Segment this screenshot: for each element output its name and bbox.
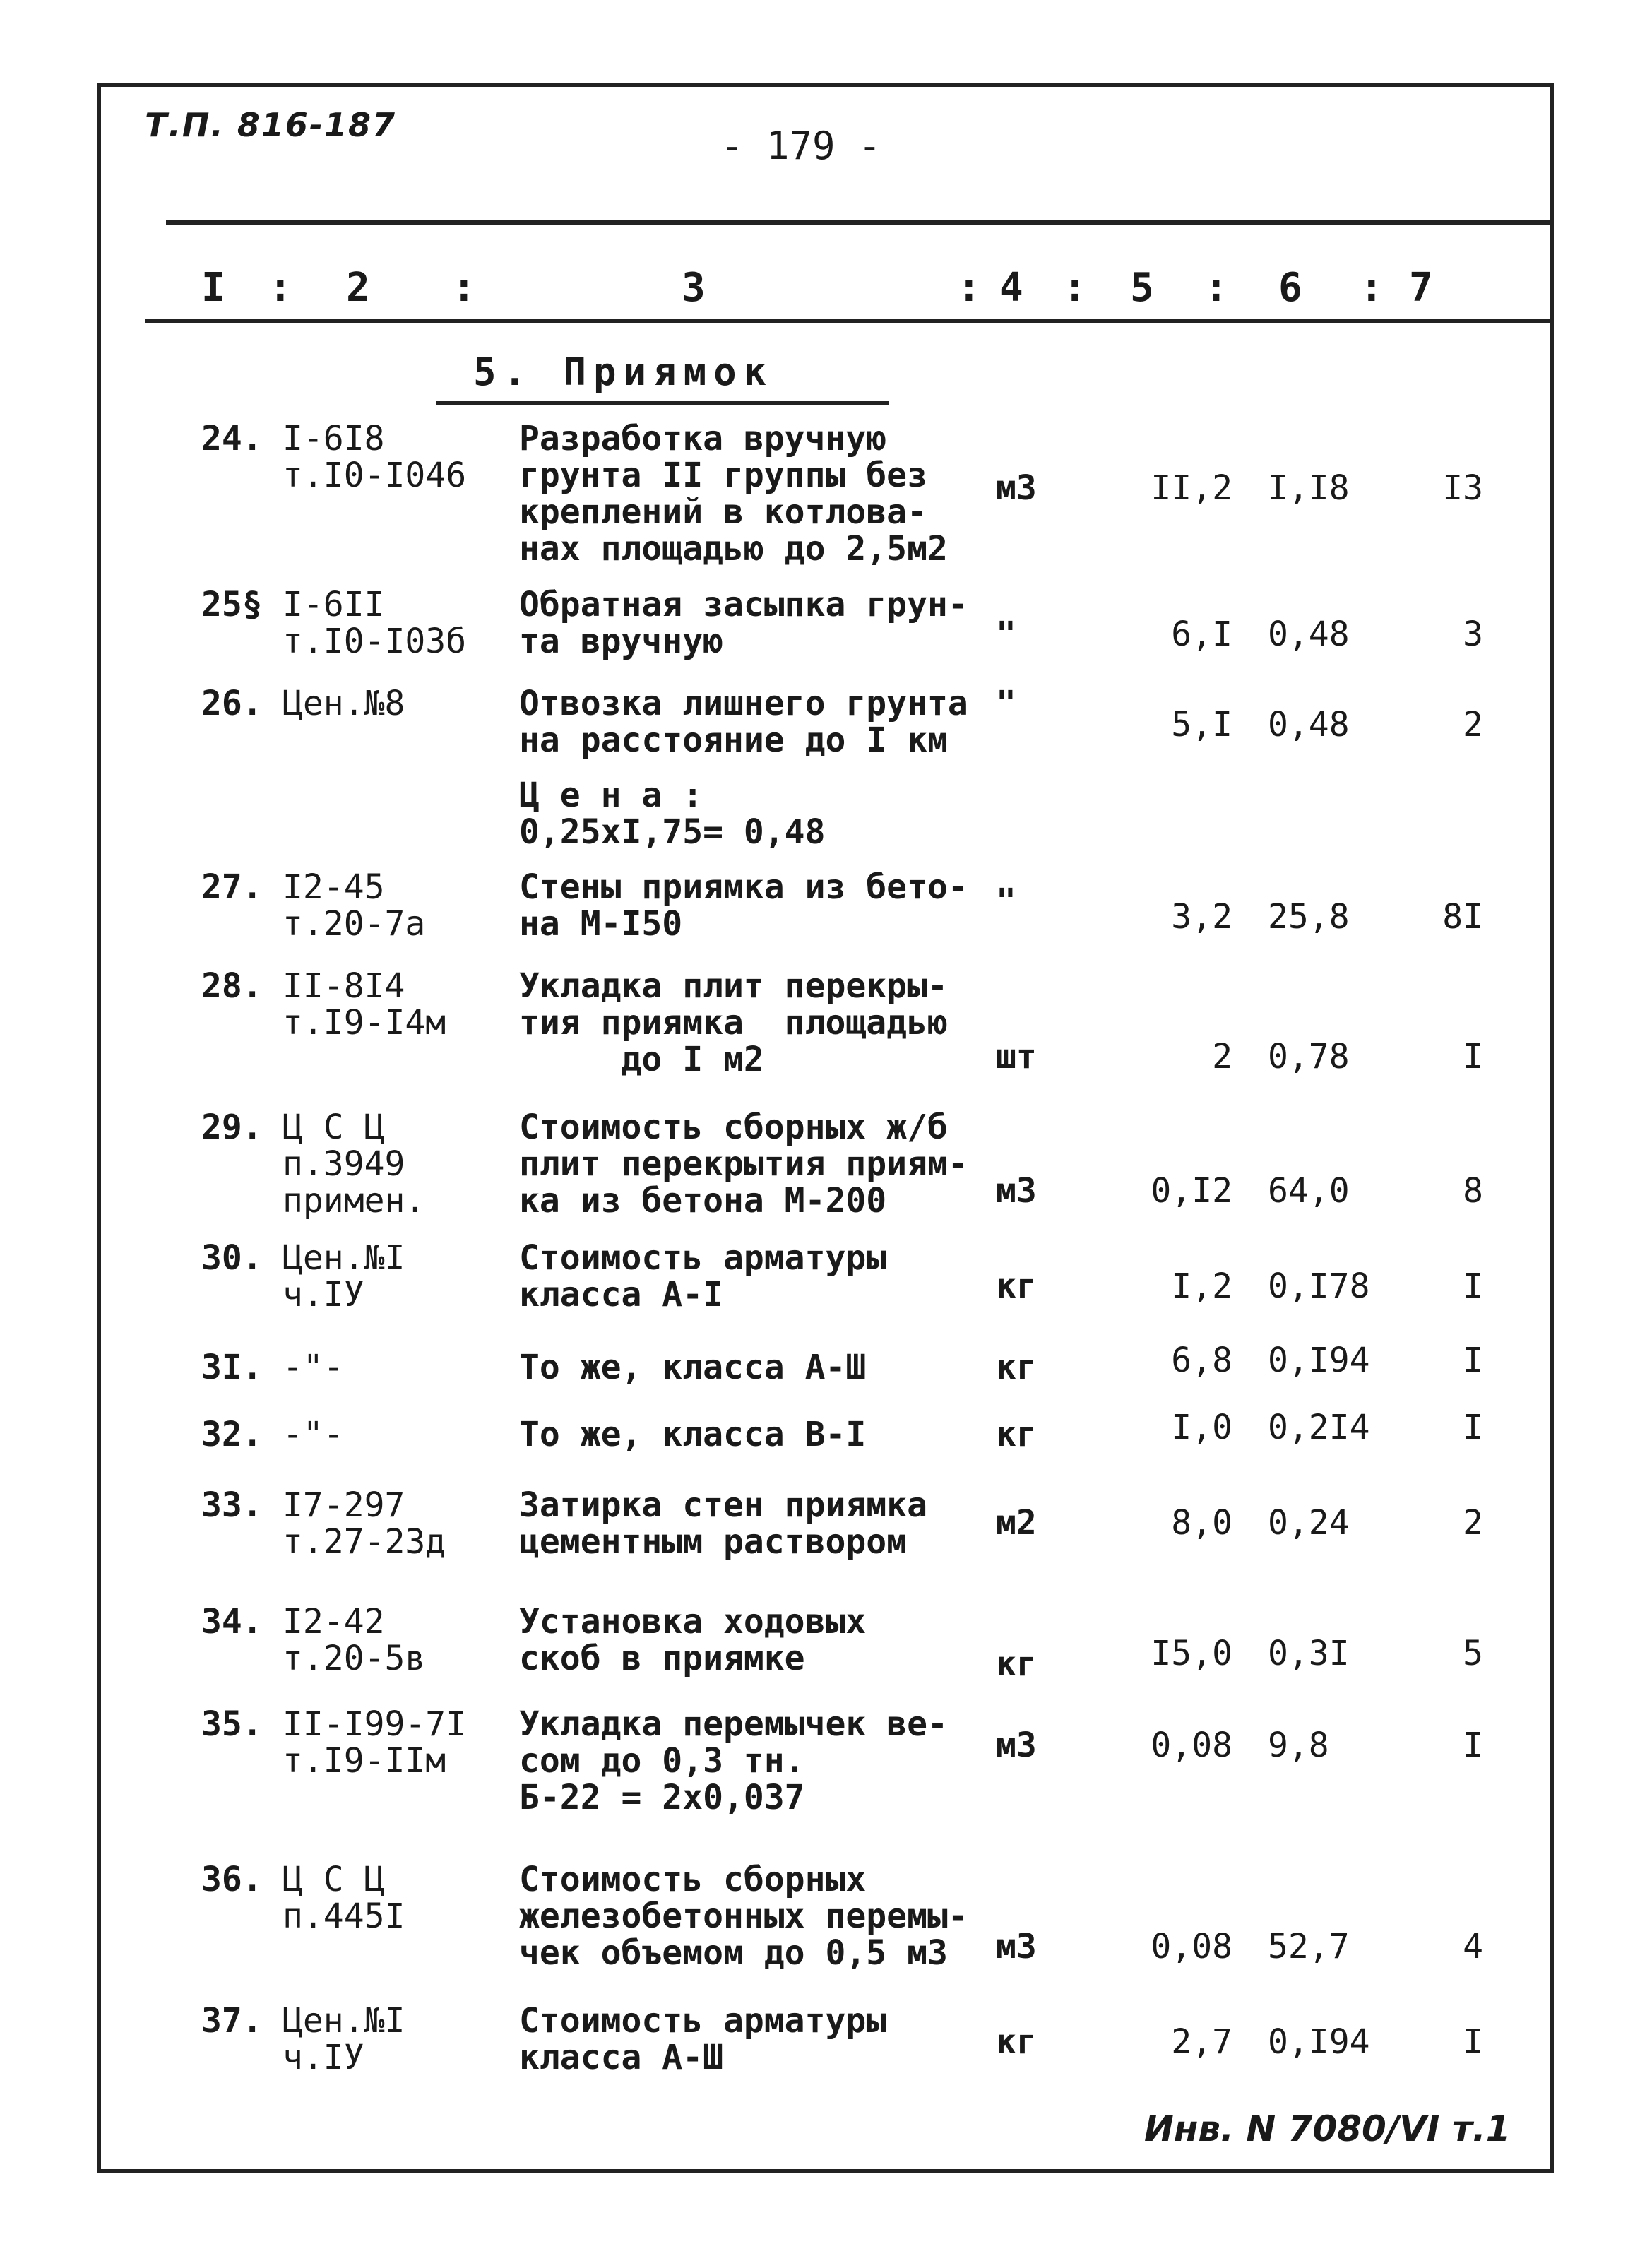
norm-code: Ц С Ц п.445I: [283, 1860, 405, 1936]
work-description: Стоимость сборных ж/б плит перекрытия приям- ка из бетона М-200: [519, 1108, 968, 1221]
unit: кг: [996, 1415, 1037, 1454]
quantity: 6,I: [1171, 615, 1232, 654]
unit-price: 64,0: [1268, 1171, 1350, 1211]
unit-price: I,I8: [1268, 468, 1350, 508]
total-cost: 5: [1463, 1634, 1483, 1673]
row-number: 30.: [201, 1238, 263, 1278]
unit: м3: [996, 1726, 1037, 1765]
column-separator: :: [452, 265, 476, 311]
unit-price: 0,48: [1268, 615, 1350, 654]
total-cost: 2: [1463, 705, 1483, 744]
norm-code: Цен.№I ч.IУ: [283, 1238, 405, 1314]
row-number: 26.: [201, 684, 263, 723]
norm-code: II-I99-7I т.I9-IIм: [283, 1704, 467, 1781]
inventory-stamp: Инв. N 7080/VI т.1: [1144, 2108, 1511, 2149]
price-note: Ц е н а : 0,25xI,75= 0,48: [519, 776, 826, 852]
row-number: 27.: [201, 867, 263, 907]
work-description: Стоимость арматуры класса А-Ш: [519, 2001, 887, 2077]
norm-code: I7-297 т.27-23д: [283, 1485, 446, 1562]
quantity: 0,08: [1151, 1927, 1232, 1966]
work-description: Укладка плит перекры- тия приямка площадью до I м2: [519, 966, 948, 1079]
unit: м3: [996, 468, 1037, 508]
quantity: 3,2: [1171, 897, 1232, 937]
work-description: Укладка перемычек ве- сом до 0,3 тн. Б-22 = 2x0,037: [519, 1704, 948, 1817]
norm-code: Цен.№I ч.IУ: [283, 2001, 405, 2077]
unit: шт: [996, 1037, 1037, 1076]
column-header-1: I: [201, 265, 225, 311]
work-description: Затирка стен приямка цементным раствором: [519, 1485, 927, 1562]
norm-code: I2-42 т.20-5в: [283, 1602, 426, 1678]
total-cost: I: [1463, 1408, 1483, 1447]
row-number: 35.: [201, 1704, 263, 1744]
header-rule-top: [166, 220, 1550, 225]
column-separator: :: [1063, 265, 1087, 311]
total-cost: I: [1463, 2022, 1483, 2062]
unit: м3: [996, 1171, 1037, 1211]
page-number: - 179 -: [720, 124, 881, 168]
unit-price: 0,24: [1268, 1503, 1350, 1543]
row-number: 25§: [201, 585, 263, 624]
row-number: 28.: [201, 966, 263, 1006]
unit-price: 0,3I: [1268, 1634, 1350, 1673]
column-header-3: 3: [682, 265, 706, 311]
unit: ": [996, 615, 1016, 654]
total-cost: 3: [1463, 615, 1483, 654]
norm-code: Цен.№8: [283, 684, 405, 723]
quantity: II,2: [1151, 468, 1232, 508]
quantity: I5,0: [1151, 1634, 1232, 1673]
row-number: 34.: [201, 1602, 263, 1642]
unit-price: 0,I94: [1268, 2022, 1370, 2062]
column-header-2: 2: [346, 265, 370, 311]
unit: ": [996, 881, 1016, 921]
row-number: 3I.: [201, 1348, 263, 1387]
unit-price: 52,7: [1268, 1927, 1350, 1966]
work-description: Обратная засыпка грун- та вручную: [519, 585, 968, 661]
total-cost: 2: [1463, 1503, 1483, 1543]
total-cost: I: [1463, 1266, 1483, 1306]
quantity: 2: [1212, 1037, 1232, 1076]
quantity: 0,08: [1151, 1726, 1232, 1765]
column-separator: :: [268, 265, 292, 311]
unit-price: 0,I78: [1268, 1266, 1370, 1306]
header-rule-bottom: [145, 319, 1550, 323]
column-separator: :: [1204, 265, 1228, 311]
column-header-5: 5: [1130, 265, 1154, 311]
column-header-6: 6: [1278, 265, 1302, 311]
unit-price: 0,48: [1268, 705, 1350, 744]
quantity: 0,I2: [1151, 1171, 1232, 1211]
norm-code: -"-: [283, 1415, 344, 1454]
column-header-4: 4: [999, 265, 1023, 311]
unit-price: 25,8: [1268, 897, 1350, 937]
work-description: То же, класса А-Ш: [519, 1348, 867, 1387]
total-cost: 8: [1463, 1171, 1483, 1211]
row-number: 24.: [201, 419, 263, 458]
unit: м3: [996, 1927, 1037, 1966]
unit-price: 9,8: [1268, 1726, 1329, 1765]
unit: кг: [996, 1266, 1037, 1306]
norm-code: I-6I8 т.I0-I046: [283, 419, 467, 495]
unit-price: 0,I94: [1268, 1341, 1370, 1380]
unit: кг: [996, 2022, 1037, 2062]
quantity: 5,I: [1171, 705, 1232, 744]
row-number: 32.: [201, 1415, 263, 1454]
unit-price: 0,2I4: [1268, 1408, 1370, 1447]
work-description: Установка ходовых скоб в приямке: [519, 1602, 867, 1678]
work-description: То же, класса В-I: [519, 1415, 867, 1454]
unit: кг: [996, 1348, 1037, 1387]
quantity: I,2: [1171, 1266, 1232, 1306]
total-cost: 8I: [1442, 897, 1483, 937]
unit: м2: [996, 1503, 1037, 1543]
unit: кг: [996, 1644, 1037, 1684]
row-number: 29.: [201, 1108, 263, 1147]
total-cost: 4: [1463, 1927, 1483, 1966]
unit-price: 0,78: [1268, 1037, 1350, 1076]
total-cost: I: [1463, 1037, 1483, 1076]
norm-code: I2-45 т.20-7а: [283, 867, 426, 944]
column-header-7: 7: [1409, 265, 1433, 311]
document-code: Т.П. 816-187: [145, 106, 396, 144]
work-description: Разработка вручную грунта II группы без креплений в котлова- нах площадью до 2,5м2: [519, 419, 948, 569]
work-description: Стены приямка из бето- на М-I50: [519, 867, 968, 944]
norm-code: I-6II т.I0-I03б: [283, 585, 467, 661]
column-separator: :: [957, 265, 981, 311]
row-number: 36.: [201, 1860, 263, 1899]
quantity: I,0: [1171, 1408, 1232, 1447]
unit: ": [996, 684, 1016, 723]
column-separator: :: [1360, 265, 1384, 311]
norm-code: Ц С Ц п.3949 примен.: [283, 1108, 426, 1221]
work-description: Стоимость сборных железобетонных перемы- чек объемом до 0,5 м3: [519, 1860, 968, 1973]
work-description: Стоимость арматуры класса А-I: [519, 1238, 887, 1314]
quantity: 2,7: [1171, 2022, 1232, 2062]
norm-code: -"-: [283, 1348, 344, 1387]
total-cost: I: [1463, 1726, 1483, 1765]
quantity: 6,8: [1171, 1341, 1232, 1380]
total-cost: I: [1463, 1341, 1483, 1380]
section-title-underline: [436, 401, 889, 405]
work-description: Отвозка лишнего грунта на расстояние до I км: [519, 684, 968, 760]
norm-code: II-8I4 т.I9-I4м: [283, 966, 446, 1043]
section-title: 5. Приямок: [473, 350, 774, 394]
total-cost: I3: [1442, 468, 1483, 508]
quantity: 8,0: [1171, 1503, 1232, 1543]
row-number: 37.: [201, 2001, 263, 2041]
row-number: 33.: [201, 1485, 263, 1525]
